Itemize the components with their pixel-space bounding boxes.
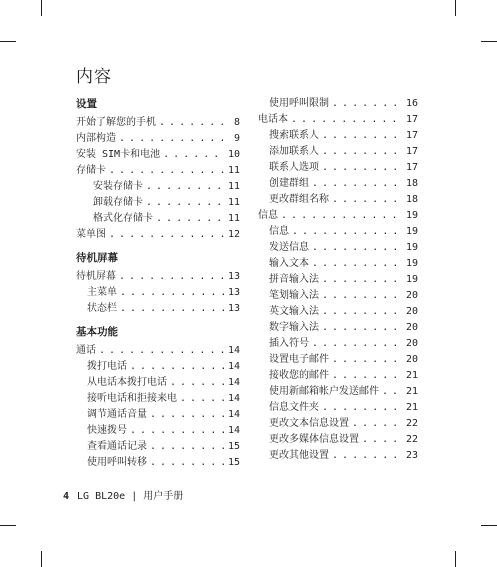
toc-entry-page: 16 bbox=[405, 98, 418, 109]
dot-leader bbox=[322, 272, 403, 288]
toc-entry-label: 安装存储卡 bbox=[93, 181, 143, 192]
toc-entry-page: 19 bbox=[405, 258, 418, 269]
dot-leader bbox=[150, 439, 225, 455]
toc-entry-label: 快速拨号 bbox=[87, 425, 127, 436]
toc-entry-label: 更改文本信息设置 bbox=[269, 418, 349, 429]
toc-entry-label: 从电话本拨打电话 bbox=[87, 377, 167, 388]
dot-leader bbox=[120, 301, 225, 317]
toc-entry[interactable] bbox=[258, 208, 418, 224]
toc-entry-page: 19 bbox=[405, 210, 418, 221]
toc-entry[interactable] bbox=[76, 131, 240, 147]
toc-entry[interactable] bbox=[76, 391, 240, 407]
toc-entry[interactable] bbox=[76, 301, 240, 317]
toc-entry-page: 13 bbox=[227, 287, 240, 298]
dot-leader bbox=[322, 320, 403, 336]
toc-entry-label: 拼音输入法 bbox=[269, 274, 319, 285]
toc-entry-page: 14 bbox=[227, 409, 240, 420]
toc-entry[interactable] bbox=[258, 96, 418, 112]
footer-manual-title: 用户手册 bbox=[143, 491, 184, 502]
crop-mark bbox=[455, 0, 456, 16]
dot-leader bbox=[119, 131, 231, 147]
toc-entry-page: 17 bbox=[405, 162, 418, 173]
crop-mark bbox=[41, 551, 42, 567]
toc-entry-label: 信息文件夹 bbox=[269, 402, 319, 413]
toc-entry[interactable] bbox=[76, 195, 240, 211]
toc-entry[interactable] bbox=[258, 384, 418, 400]
toc-entry[interactable] bbox=[76, 439, 240, 455]
toc-entry-label: 搜索联系人 bbox=[269, 130, 319, 141]
toc-entry-label: 安装 SIM卡和电池 bbox=[76, 149, 161, 160]
toc-entry[interactable] bbox=[76, 359, 240, 375]
toc-entry-page: 17 bbox=[405, 114, 418, 125]
toc-entry[interactable] bbox=[258, 368, 418, 384]
dot-leader bbox=[281, 208, 403, 224]
dot-leader bbox=[120, 285, 225, 301]
toc-entry-label: 英文输入法 bbox=[269, 306, 319, 317]
toc-entry[interactable] bbox=[76, 147, 240, 163]
footer-model: LG BL20e bbox=[77, 491, 126, 502]
toc-entry-page: 11 bbox=[227, 213, 240, 224]
toc-entry[interactable] bbox=[76, 163, 240, 179]
dot-leader bbox=[362, 432, 403, 448]
toc-entry[interactable] bbox=[258, 272, 418, 288]
toc-entry[interactable] bbox=[258, 112, 418, 128]
toc-entry-label: 信息 bbox=[269, 226, 289, 237]
toc-entry-label: 拨打电话 bbox=[87, 361, 127, 372]
dot-leader bbox=[146, 195, 225, 211]
dot-leader bbox=[322, 400, 403, 416]
dot-leader bbox=[322, 128, 403, 144]
toc-entry-label: 存储卡 bbox=[76, 165, 106, 176]
crop-mark bbox=[0, 525, 16, 526]
toc-entry-page: 22 bbox=[405, 434, 418, 445]
page-title: 内容 bbox=[76, 67, 112, 87]
toc-entry-page: 13 bbox=[227, 271, 240, 282]
toc-entry[interactable] bbox=[258, 432, 418, 448]
toc-entry-label: 使用呼叫限制 bbox=[269, 98, 329, 109]
toc-entry[interactable] bbox=[258, 352, 418, 368]
toc-entry[interactable] bbox=[76, 455, 240, 471]
toc-entry[interactable] bbox=[76, 211, 240, 227]
toc-entry-label: 待机屏幕 bbox=[76, 271, 116, 282]
toc-entry[interactable] bbox=[258, 288, 418, 304]
toc-entry-page: 18 bbox=[405, 178, 418, 189]
toc-entry-label: 卸载存储卡 bbox=[93, 197, 143, 208]
toc-entry-page: 20 bbox=[405, 290, 418, 301]
toc-entry-page: 15 bbox=[227, 441, 240, 452]
toc-entry-page: 20 bbox=[405, 338, 418, 349]
crop-mark bbox=[0, 41, 16, 42]
toc-entry-label: 主菜单 bbox=[87, 287, 117, 298]
toc-entry-page: 21 bbox=[405, 370, 418, 381]
toc-entry-page: 13 bbox=[227, 303, 240, 314]
toc-entry-page: 21 bbox=[405, 386, 418, 397]
toc-entry-page: 19 bbox=[405, 242, 418, 253]
dot-leader bbox=[150, 407, 225, 423]
toc-entry-label: 插入符号 bbox=[269, 338, 309, 349]
dot-leader bbox=[332, 368, 403, 384]
toc-entry-page: 14 bbox=[227, 377, 240, 388]
crop-mark bbox=[41, 0, 42, 16]
toc-entry[interactable] bbox=[258, 304, 418, 320]
dot-leader bbox=[322, 160, 403, 176]
toc-entry-label: 接收您的邮件 bbox=[269, 370, 329, 381]
toc-entry[interactable] bbox=[258, 224, 418, 240]
toc-entry-label: 设置电子邮件 bbox=[269, 354, 329, 365]
toc-entry-label: 创建群组 bbox=[269, 178, 309, 189]
dot-leader bbox=[312, 240, 403, 256]
dot-leader bbox=[332, 192, 403, 208]
dot-leader bbox=[352, 416, 403, 432]
dot-leader bbox=[322, 144, 403, 160]
toc-entry[interactable] bbox=[258, 144, 418, 160]
toc-entry[interactable] bbox=[258, 128, 418, 144]
dot-leader bbox=[156, 211, 225, 227]
toc-entry-page: 12 bbox=[227, 229, 240, 240]
toc-entry-page: 11 bbox=[227, 197, 240, 208]
crop-mark bbox=[455, 551, 456, 567]
dot-leader bbox=[322, 304, 403, 320]
dot-leader bbox=[180, 391, 225, 407]
dot-leader bbox=[312, 256, 403, 272]
toc-entry[interactable] bbox=[76, 285, 240, 301]
dot-leader bbox=[382, 384, 403, 400]
section-heading: 待机屏幕 bbox=[76, 252, 118, 264]
toc-entry-label: 格式化存储卡 bbox=[93, 213, 153, 224]
toc-entry-label: 电话本 bbox=[258, 114, 288, 125]
dot-leader bbox=[291, 112, 403, 128]
toc-entry-label: 通话 bbox=[76, 345, 96, 356]
toc-entry-page: 15 bbox=[227, 457, 240, 468]
toc-entry-page: 11 bbox=[227, 181, 240, 192]
toc-entry[interactable] bbox=[76, 179, 240, 195]
toc-entry-label: 输入文本 bbox=[269, 258, 309, 269]
toc-entry[interactable] bbox=[76, 227, 240, 243]
footer-separator: | bbox=[131, 491, 138, 502]
toc-entry-page: 19 bbox=[405, 274, 418, 285]
dot-leader bbox=[312, 176, 403, 192]
toc-entry-label: 更改群组名称 bbox=[269, 194, 329, 205]
toc-entry[interactable] bbox=[258, 176, 418, 192]
toc-entry[interactable] bbox=[76, 423, 240, 439]
toc-entry-page: 8 bbox=[233, 117, 240, 128]
toc-entry[interactable] bbox=[258, 240, 418, 256]
dot-leader bbox=[109, 227, 225, 243]
toc-right-column bbox=[258, 96, 418, 464]
toc-entry-page: 22 bbox=[405, 418, 418, 429]
section-heading: 基本功能 bbox=[76, 326, 118, 338]
crop-mark bbox=[481, 525, 497, 526]
dot-leader bbox=[312, 336, 403, 352]
toc-left-column bbox=[76, 96, 240, 471]
dot-leader bbox=[119, 269, 225, 285]
toc-entry[interactable] bbox=[258, 192, 418, 208]
dot-leader bbox=[109, 163, 225, 179]
toc-entry[interactable] bbox=[258, 448, 418, 464]
toc-entry-page: 11 bbox=[227, 165, 240, 176]
toc-entry-page: 20 bbox=[405, 354, 418, 365]
toc-entry-page: 23 bbox=[405, 450, 418, 461]
dot-leader bbox=[130, 423, 225, 439]
toc-entry-label: 添加联系人 bbox=[269, 146, 319, 157]
toc-entry-label: 使用呼叫转移 bbox=[87, 457, 147, 468]
toc-entry-page: 14 bbox=[227, 393, 240, 404]
toc-entry-page: 21 bbox=[405, 402, 418, 413]
toc-entry-page: 14 bbox=[227, 345, 240, 356]
toc-entry[interactable] bbox=[76, 343, 240, 359]
page-number: 4 bbox=[63, 491, 70, 502]
dot-leader bbox=[159, 115, 231, 131]
toc-entry-page: 14 bbox=[227, 425, 240, 436]
page-footer bbox=[63, 487, 183, 502]
toc-entry-label: 使用新邮箱帐户发送邮件 bbox=[269, 386, 379, 397]
dot-leader bbox=[130, 359, 225, 375]
toc-entry-page: 14 bbox=[227, 361, 240, 372]
toc-entry[interactable] bbox=[76, 115, 240, 131]
toc-entry[interactable] bbox=[258, 416, 418, 432]
dot-leader bbox=[322, 288, 403, 304]
toc-entry-page: 20 bbox=[405, 322, 418, 333]
toc-entry[interactable] bbox=[258, 400, 418, 416]
toc-entry-label: 开始了解您的手机 bbox=[76, 117, 156, 128]
toc-entry-label: 笔划输入法 bbox=[269, 290, 319, 301]
toc-entry-label: 发送信息 bbox=[269, 242, 309, 253]
toc-entry-page: 19 bbox=[405, 226, 418, 237]
toc-entry-label: 数字输入法 bbox=[269, 322, 319, 333]
toc-entry-label: 更改多媒体信息设置 bbox=[269, 434, 359, 445]
toc-entry[interactable] bbox=[76, 407, 240, 423]
toc-entry-label: 信息 bbox=[258, 210, 278, 221]
section-heading: 设置 bbox=[76, 98, 97, 110]
dot-leader bbox=[332, 448, 403, 464]
toc-entry[interactable] bbox=[76, 269, 240, 285]
toc-entry-label: 菜单图 bbox=[76, 229, 106, 240]
toc-entry-label: 内部构造 bbox=[76, 133, 116, 144]
dot-leader bbox=[292, 224, 403, 240]
dot-leader bbox=[163, 147, 225, 163]
toc-entry[interactable] bbox=[258, 256, 418, 272]
toc-entry-label: 更改其他设置 bbox=[269, 450, 329, 461]
dot-leader bbox=[146, 179, 225, 195]
toc-entry-page: 17 bbox=[405, 130, 418, 141]
dot-leader bbox=[332, 352, 403, 368]
dot-leader bbox=[150, 455, 225, 471]
toc-entry-label: 查看通话记录 bbox=[87, 441, 147, 452]
toc-entry-page: 18 bbox=[405, 194, 418, 205]
dot-leader bbox=[170, 375, 225, 391]
dot-leader bbox=[99, 343, 225, 359]
toc-entry[interactable] bbox=[258, 160, 418, 176]
dot-leader bbox=[332, 96, 403, 112]
toc-entry-page: 20 bbox=[405, 306, 418, 317]
toc-entry-page: 10 bbox=[227, 149, 240, 160]
toc-entry-page: 9 bbox=[233, 133, 240, 144]
toc-entry-label: 接听电话和拒接来电 bbox=[87, 393, 177, 404]
toc-entry-label: 调节通话音量 bbox=[87, 409, 147, 420]
toc-entry[interactable] bbox=[258, 320, 418, 336]
toc-entry[interactable] bbox=[76, 375, 240, 391]
toc-entry[interactable] bbox=[258, 336, 418, 352]
toc-entry-label: 状态栏 bbox=[87, 303, 117, 314]
toc-entry-page: 17 bbox=[405, 146, 418, 157]
toc-entry-label: 联系人选项 bbox=[269, 162, 319, 173]
crop-mark bbox=[481, 41, 497, 42]
